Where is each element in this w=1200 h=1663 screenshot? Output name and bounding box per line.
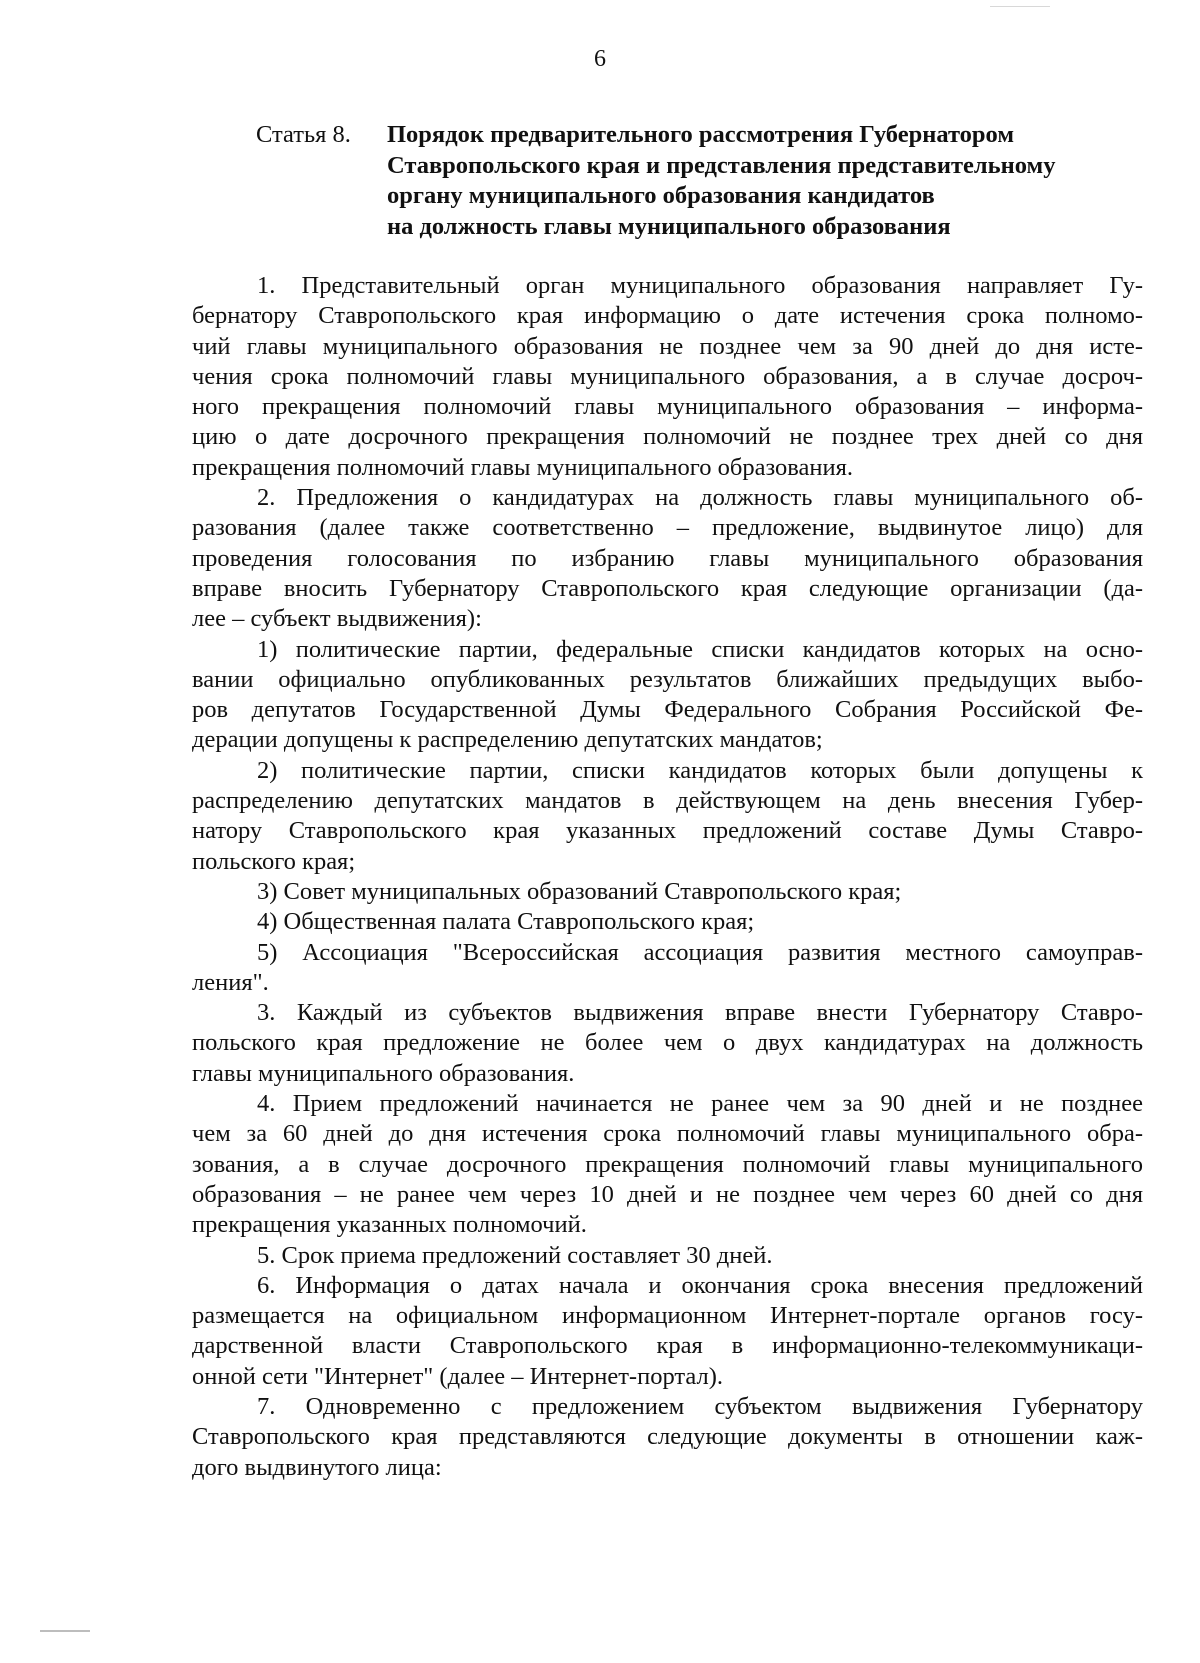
paragraph-line: ления". (192, 968, 269, 996)
paragraph-line: онной сети "Интернет" (далее – Интернет-портал). (192, 1362, 723, 1390)
paragraph (192, 998, 1143, 1089)
paragraph (192, 938, 1143, 999)
paragraph-line: 5) Ассоциация "Всероссийская ассоциация развития местного самоуправ- (257, 938, 1143, 966)
paragraph-line: прекращения полномочий главы муниципального образования. (192, 453, 853, 481)
article-title-line: Порядок предварительного рассмотрения Губернатором (387, 121, 1015, 148)
paragraph-line: размещается на официальном информационном Интернет-портале органов госу- (192, 1302, 1143, 1330)
paragraph-line: распределению депутатских мандатов в действующем на день внесения Губер- (192, 787, 1143, 815)
paragraph-line: чий главы муниципального образования не позднее чем за 90 дней до дня исте- (192, 332, 1143, 360)
article-title-line: Ставропольского края и представления представительному (387, 151, 1056, 179)
paragraph-line: 2. Предложения о кандидатурах на должность главы муниципального об- (257, 484, 1143, 512)
paragraph (192, 483, 1143, 634)
paragraph-line: образования – не ранее чем через 10 дней и не позднее чем через 60 дней со дня (192, 1180, 1143, 1208)
paragraph-line: дарственной власти Ставропольского края в информационно-телекоммуникаци- (192, 1332, 1143, 1360)
paragraph-line: 6. Информация о датах начала и окончания срока внесения предложений (257, 1271, 1143, 1299)
paragraph (192, 1241, 1143, 1271)
paragraph-line: натору Ставропольского края указанных предложений составе Думы Ставро- (192, 817, 1143, 845)
paragraph-line: 2) политические партии, списки кандидатов которых были допущены к (257, 756, 1143, 784)
paragraph-line: 5. Срок приема предложений составляет 30 дней. (257, 1241, 773, 1269)
article-title-line: органу муниципального образования кандидатов (387, 182, 935, 209)
paragraph-line: 3) Совет муниципальных образований Ставропольского края; (257, 877, 902, 905)
paragraph (192, 756, 1143, 877)
document-body (192, 271, 1143, 1483)
paragraph-line: главы муниципального образования. (192, 1059, 575, 1087)
paragraph-line: Ставропольского края представляются следующие документы в отношении каж- (192, 1423, 1143, 1451)
article-label: Статья 8. (256, 121, 351, 148)
paragraph-line: проведения голосования по избранию главы муниципального образования (192, 544, 1143, 572)
paragraph-line: 1. Представительный орган муниципального образования направляет Гу- (257, 272, 1143, 299)
paragraph-line: ров депутатов Государственной Думы Федерального Собрания Российской Фе- (192, 696, 1143, 724)
paragraph (192, 1392, 1143, 1483)
paragraph-line: польского края предложение не более чем о двух кандидатурах на должность (192, 1029, 1143, 1057)
article-title (387, 120, 1147, 242)
paragraph-line: разования (далее также соответственно – предложение, выдвинутое лицо) для (192, 514, 1143, 542)
paragraph-line: 1) политические партии, федеральные списки кандидатов которых на осно- (257, 635, 1143, 663)
paragraph (192, 1271, 1143, 1392)
paragraph-line: вании официально опубликованных результатов ближайших предыдущих выбо- (192, 665, 1143, 693)
paragraph-line: ного прекращения полномочий главы муниципального образования – информа- (192, 393, 1143, 421)
paragraph-line: вправе вносить Губернатору Ставропольского края следующие организации (да- (192, 574, 1143, 602)
paragraph-line: чения срока полномочий главы муниципального образования, а в случае досроч- (192, 362, 1143, 390)
paragraph-line: 3. Каждый из субъектов выдвижения вправе внести Губернатору Ставро- (257, 999, 1143, 1027)
paragraph-line: зования, а в случае досрочного прекращения полномочий главы муниципального (192, 1150, 1143, 1178)
scan-artifact-top (990, 6, 1050, 7)
paragraph-line: 4. Прием предложений начинается не ранее чем за 90 дней и не позднее (257, 1090, 1143, 1118)
paragraph-line: чем за 60 дней до дня истечения срока полномочий главы муниципального обра- (192, 1120, 1143, 1148)
scan-artifact-bottom (40, 1630, 90, 1632)
paragraph-line: цию о дате досрочного прекращения полномочий не позднее трех дней со дня (192, 423, 1143, 451)
paragraph-line: дерации допущены к распределению депутатских мандатов; (192, 726, 823, 754)
paragraph-line: лее – субъект выдвижения): (192, 605, 482, 633)
paragraph (192, 877, 1143, 907)
paragraph-line: бернатору Ставропольского края информацию о дате истечения срока полномо- (192, 302, 1143, 330)
paragraph-line: 4) Общественная палата Ставропольского края; (257, 908, 755, 936)
paragraph (192, 635, 1143, 756)
article-title-line: на должность главы муниципального образования (387, 212, 951, 240)
paragraph-line: польского края; (192, 847, 356, 875)
paragraph-line: 7. Одновременно с предложением субъектом выдвижения Губернатору (257, 1392, 1143, 1420)
paragraph (192, 907, 1143, 937)
page-number: 6 (594, 46, 606, 72)
paragraph (192, 271, 1143, 483)
paragraph-line: прекращения указанных полномочий. (192, 1211, 587, 1239)
paragraph (192, 1089, 1143, 1240)
paragraph-line: дого выдвинутого лица: (192, 1453, 442, 1481)
